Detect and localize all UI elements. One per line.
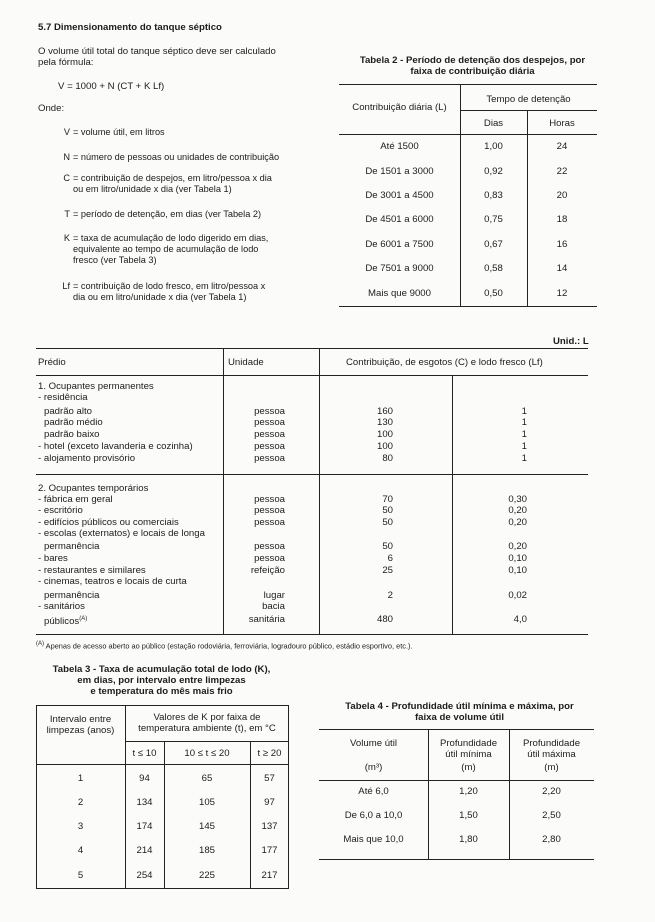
table4-cell-min: 1,20 [459, 786, 478, 797]
table1-row-lf: 0,20 [508, 505, 527, 516]
table2-cell-dias: 0,75 [484, 214, 503, 225]
table1-row-label: - escolas (externatos) e locais de longa [38, 528, 205, 539]
table3-title-1: Tabela 3 - Taxa de acumulação total de lodo (K), [52, 664, 271, 675]
table4-header-max-2: útil máxima [527, 749, 576, 760]
table2-cell-horas: 16 [556, 239, 568, 250]
table1-row-label: públicos$^{(A)}$ [44, 616, 88, 628]
table2-cell-dias: 0,67 [484, 239, 503, 250]
table2-cell-faixa: De 3001 a 4500 [365, 190, 434, 201]
table3-cell-intervalo: 4 [77, 845, 84, 856]
table4-header-volume-2: (m³) [364, 762, 383, 773]
table1-row-unidade: pessoa [254, 517, 285, 528]
table4-header-min-1: Profundidade [439, 738, 498, 749]
table1-row-c: 160 [376, 406, 393, 417]
table4-cell-faixa: De 6,0 a 10,0 [344, 810, 403, 821]
symbol: V [63, 127, 70, 137]
table1-row-c: 2 [387, 590, 393, 601]
table1-row-unidade: pessoa [254, 429, 285, 440]
table1-footnote [36, 640, 413, 650]
table1-row-unidade: bacia [262, 601, 285, 612]
table4-title-1: Tabela 4 - Profundidade útil mínima e máxima, por [345, 701, 574, 712]
table1-row-lf: 1 [521, 453, 527, 464]
table3-cell-v1: 214 [136, 845, 153, 856]
table3-header-intervalo-1: Intervalo entre [49, 714, 112, 725]
table4-cell-max: 2,20 [542, 786, 561, 797]
table1-row-lf: 1 [521, 417, 527, 428]
table1-row-c: 80 [382, 453, 393, 464]
table2-cell-faixa: De 4501 a 6000 [365, 214, 434, 225]
table1-row-c: 480 [376, 614, 393, 625]
table3-header-valores-2: temperatura ambiente (t), em °C [138, 723, 276, 734]
table3-cell-v1: 134 [136, 797, 153, 808]
table1-row-lf: 0,20 [508, 541, 527, 552]
table2-cell-dias: 0,58 [484, 263, 503, 274]
table1-row-lf: 0,10 [508, 553, 527, 564]
formula: V = 1000 + N (CT + K Lf) [58, 81, 165, 92]
table1-row-lf: 0,10 [508, 565, 527, 576]
intro-line-1: O volume útil total do tanque séptico deve ser calculado [38, 46, 276, 57]
table1-row-label: permanência [44, 541, 100, 552]
table3-cell-intervalo: 2 [77, 797, 84, 808]
table1-row-c: 25 [382, 565, 393, 576]
onde-label: Onde: [38, 103, 65, 114]
table1-row-label: - edifícios públicos ou comerciais [38, 517, 179, 528]
table4-cell-max: 2,80 [542, 834, 561, 845]
table4-header-max-1: Profundidade [522, 738, 581, 749]
section-title: 5.7 Dimensionamento do tanque séptico [38, 22, 222, 33]
table1-row-unidade: pessoa [254, 453, 285, 464]
symbol: Lf [62, 281, 70, 291]
table1-row-label: - cinemas, teatros e locais de curta [38, 576, 187, 587]
table1-group1-title: 1. Ocupantes permanentes [38, 381, 154, 392]
table3-cell-v3: 137 [261, 821, 278, 832]
table2-cell-horas: 24 [556, 141, 568, 152]
table2-cell-faixa: De 1501 a 3000 [365, 166, 434, 177]
table4-cell-faixa: Até 6,0 [358, 786, 389, 797]
table1-row-unidade: pessoa [254, 494, 285, 505]
table3-subheader-1: t ≤ 10 [132, 748, 157, 759]
table2-cell-horas: 14 [556, 263, 568, 274]
table2-title-2: faixa de contribuição diária [410, 66, 535, 77]
table1-row-label: padrão baixo [44, 429, 100, 440]
table1-row-c: 100 [376, 429, 393, 440]
table1-row-label: - sanitários [38, 601, 85, 612]
symbol: T [64, 209, 70, 219]
footnote-ref: (A) [79, 616, 88, 622]
table4-header-volume-1: Volume útil [350, 738, 397, 749]
table4-header-max-3: (m) [544, 762, 559, 773]
table1-row-label: - residência [38, 392, 88, 403]
table1-row-label: - escritório [38, 505, 83, 516]
table3-cell-intervalo: 5 [77, 870, 84, 881]
table1-group2-title: 2. Ocupantes temporários [38, 483, 149, 494]
table3-cell-v1: 254 [136, 870, 153, 881]
table1-row-c: 50 [382, 541, 393, 552]
table1-row-label: padrão alto [44, 406, 93, 417]
table1-row-label: - fábrica em geral [38, 494, 113, 505]
table3-cell-v2: 65 [201, 773, 213, 784]
table3-cell-v3: 217 [261, 870, 278, 881]
table4-cell-faixa: Mais que 10,0 [343, 834, 404, 845]
footnote-text: Apenas de acesso aberto ao público (estação rodoviária, ferroviária, logradouro público, estádio esportivo, etc.). [45, 641, 413, 651]
table2-cell-faixa: De 7501 a 9000 [365, 263, 434, 274]
table4-title-2: faixa de volume útil [414, 712, 505, 723]
table1-row-c: 50 [382, 517, 393, 528]
table1-row-unidade: lugar [263, 590, 285, 601]
table1-row-label: - hotel (exceto lavanderia e cozinha) [38, 441, 193, 452]
table2-header-dias: Dias [483, 118, 504, 129]
table4-header-min-3: (m) [461, 762, 476, 773]
table1-row-unidade: pessoa [254, 406, 285, 417]
symbol: N [63, 152, 70, 162]
table1-row-label: - restaurantes e similares [38, 565, 146, 576]
table3-header-valores-1: Valores de K por faixa de [153, 712, 261, 723]
table1-row-lf: 1 [521, 441, 527, 452]
table4-cell-min: 1,50 [459, 810, 478, 821]
table1-row-unidade: pessoa [254, 417, 285, 428]
table1-row-lf: 0,02 [508, 590, 527, 601]
intro-line-2: pela fórmula: [38, 57, 94, 68]
table3-cell-v1: 94 [139, 773, 150, 784]
table2-header-horas: Horas [549, 118, 575, 129]
table3-cell-intervalo: 3 [77, 821, 84, 832]
table1-unit-label: Unid.: L [553, 336, 589, 347]
table3-cell-v1: 174 [136, 821, 153, 832]
table1-row-unidade: pessoa [254, 505, 285, 516]
symbol: K [63, 233, 70, 243]
table1-row-c: 100 [376, 441, 393, 452]
table1-row-lf: 4,0 [513, 614, 527, 625]
table2-header-tempo: Tempo de detenção [486, 94, 571, 105]
table1-row-lf: 0,20 [508, 517, 527, 528]
table2-cell-dias: 0,50 [484, 288, 503, 299]
table2-cell-horas: 12 [556, 288, 568, 299]
table3-subheader-3: t ≥ 20 [257, 748, 282, 759]
table1-row-unidade: pessoa [254, 541, 285, 552]
symbol: C [63, 173, 70, 183]
table3-title-2: em dias, por intervalo entre limpezas [77, 675, 246, 686]
table1-row-lf: 0,30 [508, 494, 527, 505]
table1-row-label: - alojamento provisório [38, 453, 136, 464]
table3-header-intervalo-2: limpezas (anos) [46, 725, 115, 736]
table4-header-min-2: útil mínima [445, 749, 492, 760]
table3-cell-v3: 57 [264, 773, 275, 784]
table3-cell-v2: 185 [198, 845, 215, 856]
table2-cell-dias: 0,92 [484, 166, 503, 177]
table2-cell-faixa: Mais que 9000 [368, 288, 431, 299]
table1-row-label: - bares [38, 553, 68, 564]
table2-cell-faixa: Até 1500 [380, 141, 419, 152]
table1-row-c: 6 [387, 553, 393, 564]
table1-row-label: padrão médio [44, 417, 103, 428]
table4-cell-max: 2,50 [542, 810, 561, 821]
table2-cell-faixa: De 6001 a 7500 [365, 239, 434, 250]
table3-cell-v2: 225 [198, 870, 215, 881]
table2-title-1: Tabela 2 - Período de detenção dos despejos, por [359, 55, 586, 66]
table1-row-lf: 1 [521, 406, 527, 417]
table1-row-unidade: pessoa [254, 553, 285, 564]
footnote-mark: (A) [36, 641, 44, 647]
table3-title-3: e temperatura do mês mais frio [90, 686, 233, 697]
table2-cell-dias: 1,00 [484, 141, 503, 152]
table1-row-unidade: sanitária [248, 614, 285, 625]
table1-row-unidade: pessoa [254, 441, 285, 452]
table1-row-c: 130 [376, 417, 393, 428]
table3-cell-v2: 145 [198, 821, 215, 832]
table2-cell-horas: 20 [556, 190, 568, 201]
table3-cell-intervalo: 1 [77, 773, 84, 784]
table1-header-contrib: Contribuição, de esgotos (C) e lodo fresco (Lf) [346, 357, 543, 368]
table1-row-lf: 1 [521, 429, 527, 440]
table2-header-contrib: Contribuição diária (L) [352, 102, 447, 113]
table1-row-unidade: refeição [250, 565, 285, 576]
table1-header-predio: Prédio [38, 357, 66, 368]
table1-row-c: 70 [382, 494, 393, 505]
table1-row-c: 50 [382, 505, 393, 516]
table3-subheader-2: 10 ≤ t ≤ 20 [184, 748, 230, 759]
table2-cell-horas: 22 [556, 166, 568, 177]
table2-cell-horas: 18 [556, 214, 568, 225]
table3-cell-v2: 105 [198, 797, 215, 808]
table4-cell-min: 1,80 [459, 834, 478, 845]
table3-cell-v3: 177 [261, 845, 278, 856]
table1-row-label: permanência [44, 590, 100, 601]
table2-cell-dias: 0,83 [484, 190, 503, 201]
table1-header-unidade: Unidade [228, 357, 264, 368]
table3-cell-v3: 97 [264, 797, 275, 808]
